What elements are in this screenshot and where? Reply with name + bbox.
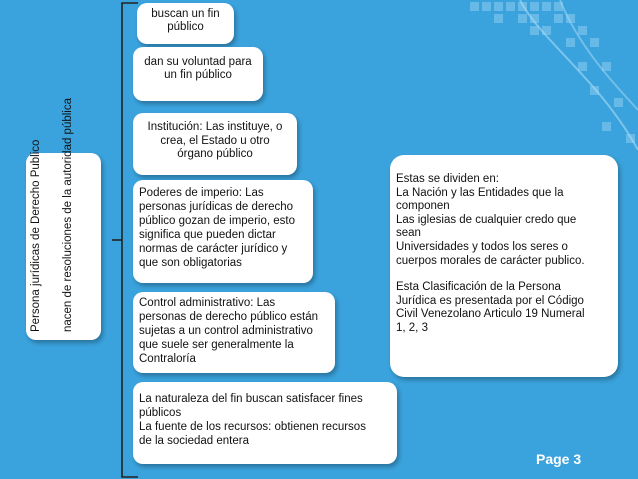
page-number: Page 3: [536, 451, 582, 467]
card-clasificacion: [390, 155, 618, 377]
card-institucion: Institución: Las instituye, o crea, el Estado u otro órgano público: [133, 113, 297, 175]
clasificacion-source: Esta Clasificación de la Persona Jurídica es presentada por el Código Civil Venezolano Articulo 19 Numeral 1, 2, 3: [396, 281, 585, 334]
card-naturaleza-fin: La naturaleza del fin buscan satisfacer fines públicos La fuente de los recursos: obtienen recursos de la sociedad entera: [133, 382, 397, 464]
card-fin-publico: buscan un fin público: [137, 3, 234, 44]
clasificacion-list: Estas se dividen en: La Nación y las Entidades que la componen Las iglesias de cualquier credo que sean Universidades y todos los seres o cuerpos morales de carácter publico.: [396, 173, 585, 267]
card-poderes-imperio: Poderes de imperio: Las personas jurídicas de derecho público gozan de imperio, esto significa que pueden dictar normas de carácter jurídico y que son obligatorias: [133, 180, 313, 283]
left-title-line1: Persona jurídicas de Derecho Publico: [30, 139, 42, 332]
card-voluntad: dan su voluntad para un fin público: [133, 47, 263, 101]
card-control-administrativo: Control administrativo: Las personas de derecho público están sujetas a un control administrativo que suele ser generalmente la Contraloría: [133, 292, 335, 373]
left-title-line2: nacen de resoluciones de la autoridad pública: [62, 98, 74, 332]
